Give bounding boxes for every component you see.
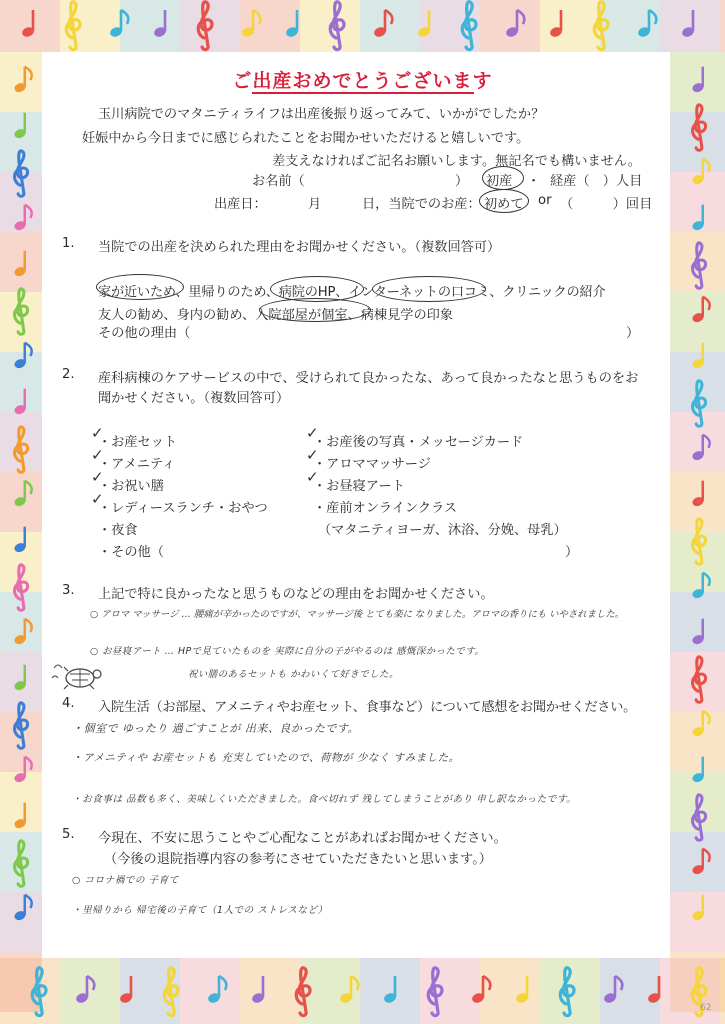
q5-number: 5. — [62, 827, 75, 842]
first-time-circle — [479, 189, 529, 213]
border-color-band — [0, 892, 42, 952]
multi-birth-option: 経産（ ）人目 — [550, 174, 643, 189]
name-close: ） — [455, 174, 469, 189]
intro-line-2: 妊娠中から今日までに感じられたことをお聞かせいただけると嬉しいです。 — [82, 131, 530, 146]
q4-answer-1: ・個室で ゆったり 過ごすことが 出来、良かったです。 — [72, 722, 359, 735]
q2-option-aroma-massage: ・アロママッサージ — [313, 457, 431, 472]
q5-answer-1: ○ コロナ禍での 子育て — [72, 875, 179, 886]
intro-line-3: 差支えなければご記名お願いします。無記名でも構いません。 — [272, 154, 641, 169]
page-title: ご出産おめでとうございます — [232, 70, 493, 92]
q2-number: 2. — [62, 367, 75, 382]
q1-question: 当院での出産を決められた理由をお聞かせください。（複数回答可） — [98, 240, 501, 255]
q5-question: 今現在、不安に思うことやご心配なことがあればお聞かせください。 — [98, 831, 507, 846]
border-color-band — [660, 0, 720, 52]
q2-option-amenity: ・アメニティ — [98, 457, 176, 472]
border-color-band — [360, 958, 420, 1024]
first-time-option: 初めて — [484, 197, 524, 212]
q5-question-sub: （今後の退院指導内容の参考にさせていただきたいと思います。） — [104, 852, 492, 867]
border-color-band — [180, 958, 240, 1024]
q2-option-nap-art: ・お昼寝アート — [313, 479, 405, 494]
border-color-band — [670, 412, 725, 472]
q4-question: 入院生活（お部屋、アメニティやお産セット、食事など）について感想をお聞かせください。 — [98, 700, 636, 715]
check-mark-icon: ✓ — [91, 468, 104, 486]
border-color-band — [240, 0, 300, 52]
border-color-band — [120, 0, 180, 52]
border-color-band — [540, 0, 600, 52]
name-label: お名前（ — [252, 174, 305, 189]
border-color-band — [0, 232, 42, 292]
times-field: （ ）回目 — [560, 197, 653, 212]
q1-options-line-2: 友人の勧め、身内の勧め、入院部屋が個室、病棟見学の印象 — [98, 308, 454, 323]
q2-question-line-2: 聞かせください。（複数回答可） — [98, 391, 290, 406]
birth-month-label: 月 — [308, 197, 322, 212]
border-color-band — [240, 958, 300, 1024]
q1-circle-close-home — [96, 274, 184, 300]
first-birth-circle — [482, 166, 524, 190]
border-color-band — [360, 0, 420, 52]
border-color-band — [670, 892, 725, 952]
q2-option-celebration-meal: ・お祝い膳 — [98, 479, 164, 494]
or-label: or — [538, 193, 552, 208]
q1-other-close: ） — [626, 326, 640, 341]
birth-day-label: 日，当院でのお産： — [362, 197, 481, 212]
q4-answer-2: ・アメニティや お産セットも 充実していたので、荷物が 少なく すみました。 — [72, 752, 460, 764]
border-color-band — [180, 0, 240, 52]
first-birth-option: 初産 — [486, 174, 513, 189]
check-mark-icon: ✓ — [91, 490, 104, 508]
q2-option-late-meal: ・夜食 — [98, 523, 138, 538]
q2-option-photo-card: ・お産後の写真・メッセージカード — [313, 435, 524, 450]
q4-answer-3: ・お食事は 品数も多く、美味しくいただきました。食べ切れず 残してしまうことがあり 申し訳なかったです。 — [72, 794, 577, 805]
q2-option-online-class: ・産前オンラインクラス — [313, 501, 458, 516]
check-mark-icon: ✓ — [91, 446, 104, 464]
q1-circle-internet — [372, 276, 486, 302]
check-mark-icon: ✓ — [91, 424, 104, 442]
q2-option-birth-set: ・お産セット — [98, 435, 178, 450]
q1-circle-private-room — [259, 298, 371, 322]
q3-answer-3: 祝い膳のあるセットも かわいくて好きでした。 — [188, 669, 399, 680]
q4-number: 4. — [62, 696, 75, 711]
q5-answer-2: ・里帰りから 帰宅後の子育て（1人での ストレスなど） — [72, 905, 328, 916]
q3-answer-2: ○ お昼寝アート … HPで見ていたものを 実際に自分の子がやるのは 感慨深かったです。 — [90, 646, 485, 657]
q1-options-line-1: 家が近いため、里帰りのため、病院のHP、インターネットの口コミ、クリニックの紹介 — [98, 285, 606, 300]
check-mark-icon: ✓ — [306, 468, 319, 486]
q3-question: 上記で特に良かったなと思うものなどの理由をお聞かせください。 — [98, 587, 494, 602]
q3-number: 3. — [62, 583, 75, 598]
border-color-band — [480, 958, 540, 1024]
check-mark-icon: ✓ — [306, 446, 319, 464]
border-color-band — [720, 0, 725, 52]
border-color-band — [600, 958, 660, 1024]
intro-line-1: 玉川病院でのマタニティライフは出産後振り返ってみて、いかがでしたか？ — [98, 107, 545, 122]
border-color-band — [60, 958, 120, 1024]
border-color-band — [670, 712, 725, 772]
title-underline — [252, 92, 474, 94]
q2-option-other: ・その他（ — [98, 545, 164, 560]
q2-option-ladies-lunch: ・レディースランチ・おやつ — [98, 501, 268, 516]
q2-online-class-detail: （マタニティヨーガ、沐浴、分娩、母乳） — [318, 523, 567, 538]
border-color-band — [0, 0, 60, 52]
q1-number: 1. — [62, 236, 75, 251]
q2-other-close: ） — [565, 545, 579, 560]
q3-answer-1: ○ アロマ マッサージ … 腰痛が辛かったのですが、マッサージ後 とても楽に なりました。アロマの香りにも いやされました。 — [90, 609, 625, 620]
turtle-doodle-icon — [50, 660, 106, 692]
birth-date-label: 出産日： — [214, 197, 267, 212]
border-color-band — [480, 0, 540, 52]
page-number: 62 — [700, 1003, 712, 1013]
check-mark-icon: ✓ — [306, 424, 319, 442]
option-separator: ・ — [527, 174, 541, 189]
q2-question-line-1: 産科病棟のケアサービスの中で、受けられて良かったな、あって良かったなと思うものをお — [98, 371, 639, 386]
q1-options-line-3: その他の理由（ — [98, 326, 191, 341]
